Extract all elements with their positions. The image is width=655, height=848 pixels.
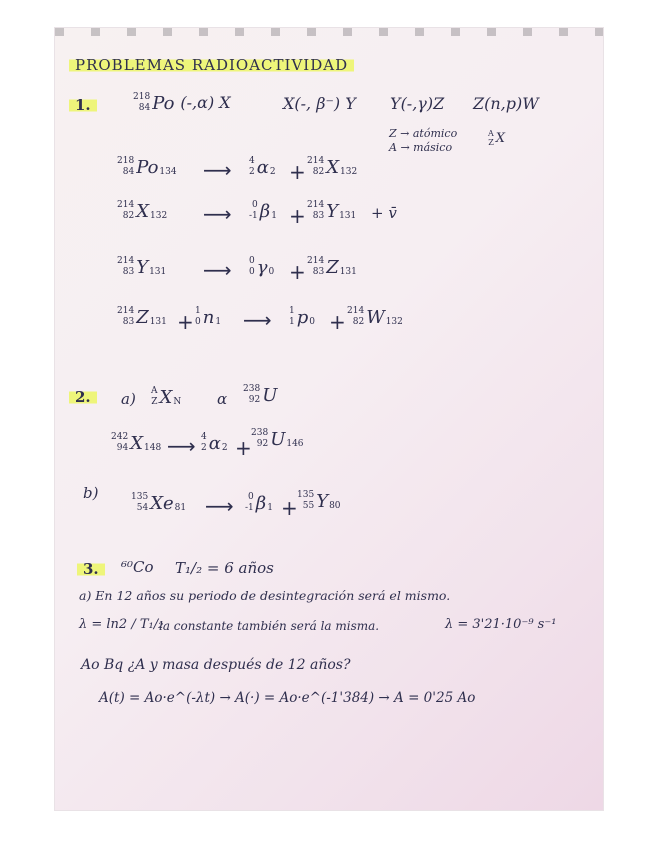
atomic-number: 82 [312, 167, 325, 177]
reactant-nuclide [131, 492, 186, 514]
product-nuclide [249, 256, 274, 278]
mass-number: A [151, 386, 158, 396]
symbol: n [202, 306, 215, 328]
neutron-number: 134 [159, 167, 177, 177]
neutron-number: 2 [269, 167, 276, 177]
reactant-nuclide [117, 156, 177, 178]
neutron-number: 132 [385, 317, 403, 327]
symbol: Xe [150, 492, 174, 514]
symbol: Po [136, 156, 159, 178]
symbol: U [262, 384, 278, 406]
neutron-number: 131 [339, 211, 357, 221]
mass-number: 1 [289, 306, 295, 316]
p1-header-4: Z(n,p)W [473, 94, 539, 113]
symbol: X [136, 200, 150, 222]
p3-question: Ao Bq ¿A y masa después de 12 años? [81, 657, 351, 673]
symbol: X [495, 130, 506, 146]
symbol: β [259, 200, 271, 222]
p2-b-label: b) [83, 484, 99, 502]
reaction-arrow-icon: ⟶ [243, 308, 272, 332]
plus-sign: + [289, 204, 306, 228]
mass-number: 214 [307, 256, 325, 266]
problem-3-number: 3. [77, 562, 105, 577]
antineutrino: + v̄ [371, 204, 397, 222]
neutron-number: 81 [174, 503, 187, 513]
p3-lambda-text: la constante también será la misma. [159, 619, 380, 633]
neutron-number: 0 [268, 267, 275, 277]
neutron-number: 80 [329, 501, 341, 511]
p3-half-life: T₁/₂ = 6 años [175, 559, 274, 577]
product-nuclide [307, 200, 356, 222]
p2-a-head-x [151, 386, 181, 408]
atomic-number: 2 [249, 167, 255, 177]
symbol: α [256, 156, 269, 178]
neutron-number: 0 [309, 317, 315, 327]
atomic-number: 83 [312, 211, 325, 221]
mass-number: 218 [133, 92, 151, 102]
p1-header-2: X(-, β⁻) Y [283, 94, 356, 113]
reaction-arrow-icon: ⟶ [203, 258, 232, 282]
mass-number: 214 [117, 306, 135, 316]
symbol: Z [326, 256, 339, 278]
atomic-number: 94 [116, 443, 129, 453]
neutron-number: 1 [271, 211, 277, 221]
reactant-nuclide [117, 306, 167, 328]
atomic-number: 84 [138, 103, 151, 113]
product-nuclide [347, 306, 403, 328]
neutron-number: 2 [221, 443, 228, 453]
mass-number: 4 [201, 432, 207, 442]
symbol: X [159, 386, 173, 408]
product-nuclide [201, 432, 228, 454]
page-title: PROBLEMAS RADIOACTIVIDAD [69, 58, 354, 73]
atomic-number: 0 [195, 317, 201, 327]
symbol: X [326, 156, 340, 178]
neutron-number: 131 [149, 267, 167, 277]
atomic-number: 83 [312, 267, 325, 277]
mass-number: 214 [117, 200, 135, 210]
plus-sign: + [177, 310, 194, 334]
symbol: X [130, 432, 144, 454]
p1-header-po [133, 92, 231, 114]
atomic-number: 54 [136, 503, 149, 513]
neutron-number: 148 [144, 443, 162, 453]
symbol: α [208, 432, 221, 454]
p3-line-a: a) En 12 años su periodo de desintegración será el mismo. [79, 588, 451, 603]
reaction-arrow-icon: ⟶ [205, 494, 234, 518]
mass-number: 242 [111, 432, 129, 442]
plus-sign: + [289, 260, 306, 284]
atomic-number: 83 [122, 267, 135, 277]
problem-1-number: 1. [69, 98, 97, 113]
atomic-number: 1 [289, 317, 295, 327]
binder-edge [55, 28, 603, 36]
symbol: Y [136, 256, 149, 278]
plus-sign: + [281, 496, 298, 520]
symbol: W [366, 306, 385, 328]
mass-number: 0 [252, 200, 258, 210]
atomic-number: 82 [122, 211, 135, 221]
mass-number: 218 [117, 156, 135, 166]
p3-lambda-def: λ = ln2 / T₁/₂ [79, 617, 164, 632]
mass-number: 214 [307, 156, 325, 166]
neutron-number: 1 [215, 317, 222, 327]
product-nuclide [251, 428, 304, 450]
neutron-number: 132 [150, 211, 168, 221]
mass-number: 135 [297, 490, 315, 500]
atomic-number: 92 [248, 395, 261, 405]
neutron-number: 131 [149, 317, 167, 327]
symbol: Y [326, 200, 339, 222]
atomic-number: 2 [201, 443, 207, 453]
plus-sign: + [329, 310, 346, 334]
atomic-number: Z [488, 138, 494, 147]
reactant-nuclide [111, 432, 161, 454]
atomic-number: 84 [122, 167, 135, 177]
reaction-arrow-icon: ⟶ [167, 434, 196, 458]
legend-a: A → másico [389, 141, 453, 154]
atomic-number: 92 [256, 439, 269, 449]
mass-number: 214 [347, 306, 365, 316]
p2-a-sep: α [217, 390, 228, 408]
mass-number: 214 [307, 200, 325, 210]
mass-number: 0 [248, 492, 254, 502]
legend-z: Z → atómico [389, 127, 458, 140]
product-nuclide [307, 256, 357, 278]
p1-header-rest: (-,α) X [180, 93, 231, 112]
symbol: β [255, 492, 267, 514]
symbol: Po [152, 92, 175, 114]
atomic-number: -1 [245, 503, 254, 513]
product-nuclide [297, 490, 341, 512]
mass-number: 4 [249, 156, 255, 166]
atomic-number: Z [151, 397, 158, 407]
p2-a-head-u [243, 384, 277, 406]
p2-a-label: a) [121, 390, 136, 408]
neutron-number: 131 [339, 267, 357, 277]
reactant-nuclide [117, 256, 166, 278]
p3-isotope: ⁶⁰Co [121, 558, 154, 576]
product-nuclide [249, 200, 277, 222]
atomic-number: 82 [352, 317, 365, 327]
symbol: p [296, 306, 309, 328]
symbol: Y [316, 490, 329, 512]
product-nuclide [307, 156, 357, 178]
paper-sheet [55, 28, 603, 810]
mass-number: 214 [117, 256, 135, 266]
reactant-nuclide [195, 306, 221, 328]
reactant-nuclide [117, 200, 167, 222]
plus-sign: + [235, 436, 252, 460]
p1-header-3: Y(-,γ)Z [390, 94, 445, 113]
mass-number: 135 [131, 492, 149, 502]
plus-sign: + [289, 160, 306, 184]
neutron-number: N [173, 397, 182, 407]
mass-number: 0 [249, 256, 255, 266]
neutron-number: 1 [267, 503, 273, 513]
atomic-number: -1 [249, 211, 258, 221]
neutron-number: 132 [340, 167, 358, 177]
symbol: γ [256, 256, 268, 278]
mass-number: A [488, 129, 494, 138]
mass-number: 1 [195, 306, 201, 316]
reaction-arrow-icon: ⟶ [203, 202, 232, 226]
product-nuclide [245, 492, 273, 514]
atomic-number: 0 [249, 267, 255, 277]
product-nuclide [289, 306, 315, 328]
neutron-number: 146 [286, 439, 304, 449]
p3-lambda-value: λ = 3'21·10⁻⁹ s⁻¹ [445, 617, 557, 632]
atomic-number: 83 [122, 317, 135, 327]
problem-2-number: 2. [69, 390, 97, 405]
p3-equation: A(t) = Ao·e^(-λt) → A(·) = Ao·e^(-1'384) → A = 0'25 Ao [99, 690, 476, 706]
mass-number: 238 [251, 428, 269, 438]
atomic-number: 55 [302, 501, 315, 511]
legend-nuclide [488, 129, 505, 147]
reaction-arrow-icon: ⟶ [203, 158, 232, 182]
symbol: U [270, 428, 286, 450]
symbol: Z [136, 306, 149, 328]
product-nuclide [249, 156, 276, 178]
mass-number: 238 [243, 384, 261, 394]
